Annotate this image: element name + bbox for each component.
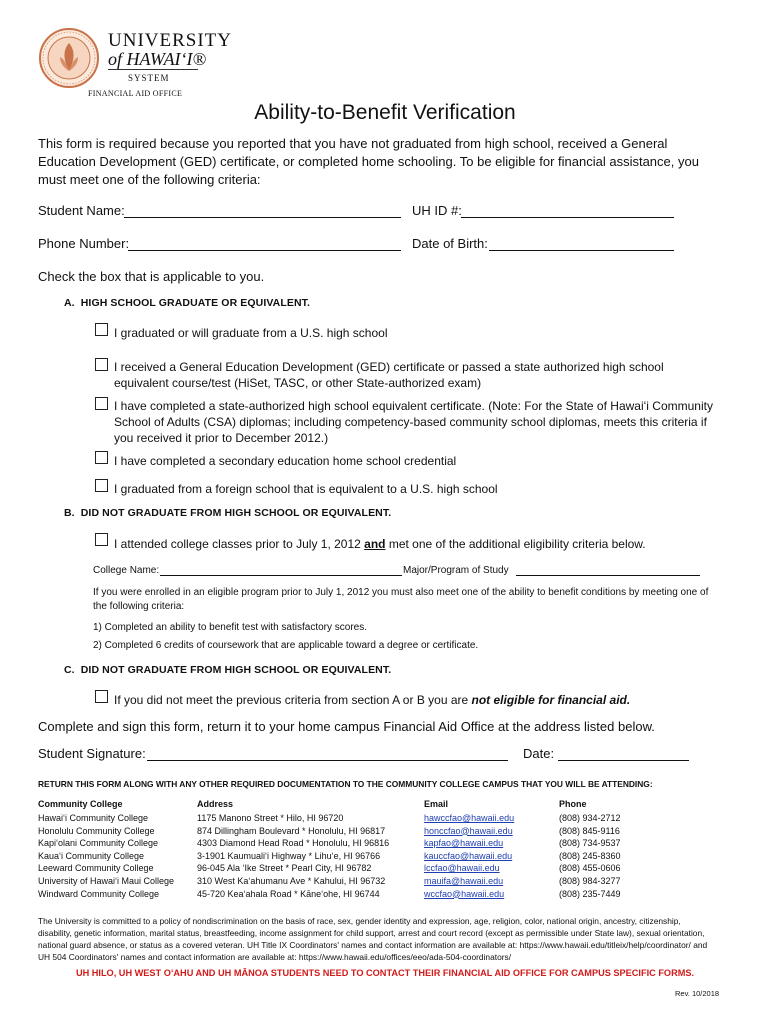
table-header-college: Community College — [38, 799, 123, 809]
option-a5-label: I graduated from a foreign school that is equivalent to a U.S. high school — [114, 482, 498, 496]
section-a-heading — [64, 297, 310, 309]
table-cell-phone: (808) 934-2712 — [559, 813, 621, 823]
logo-system: SYSTEM — [128, 73, 170, 83]
table-cell-college: Kauaʻi Community College — [38, 850, 145, 861]
college-name-label: College Name: — [93, 565, 160, 576]
table-cell-address: 45-720 Keaʻahala Road * Kāneʻohe, HI 96744 — [197, 888, 380, 899]
option-a5-checkbox[interactable] — [95, 479, 108, 492]
table-header-address: Address — [197, 799, 234, 809]
option-a2-checkbox[interactable] — [95, 358, 108, 371]
signature-date-label: Date: — [523, 746, 555, 761]
enrolled-note: If you were enrolled in an eligible program prior to July 1, 2012 you must also meet one of the ability to benefit conditions by meeting one of the following criteria: — [93, 587, 709, 612]
option-a1-checkbox[interactable] — [95, 323, 108, 336]
option-c1-emph: not eligible for financial aid. — [471, 693, 631, 707]
option-c1-text-pre: If you did not meet the previous criteria from section A or B you are — [114, 693, 472, 707]
dob-field[interactable] — [489, 250, 674, 251]
university-seal — [38, 27, 100, 89]
table-cell-phone: (808) 734-9537 — [559, 838, 621, 849]
section-b-heading — [64, 507, 391, 519]
section-b-letter: B. — [64, 507, 75, 519]
table-cell-email[interactable]: wccfao@hawaii.edu — [424, 888, 505, 899]
uh-id-field[interactable] — [461, 217, 674, 218]
table-cell-college: Hawaiʻi Community College — [38, 813, 149, 823]
intro-paragraph: This form is required because you reported that you have not graduated from high school, received a General Education Development (GED) certificate, or completed home schooling. To be eligible for financial assistance, you must meet one of the following criteria: — [38, 136, 699, 187]
table-cell-college: Windward Community College — [38, 888, 160, 899]
section-a-letter: A. — [64, 297, 75, 309]
option-b1-text-pre: I attended college classes prior to July 1, 2012 — [114, 537, 365, 551]
option-a2-label: I received a General Education Development (GED) certificate or passed a state authorized high school equivalent course/test (HiSet, TASC, or other State-authorized exam) — [114, 360, 664, 390]
dob-label: Date of Birth: — [412, 236, 488, 251]
section-c-letter: C. — [64, 664, 75, 676]
table-cell-address: 310 West Kaʻahumanu Ave * Kahului, HI 96732 — [197, 876, 386, 886]
table-cell-address: 4303 Diamond Head Road * Honolulu, HI 96816 — [197, 838, 390, 849]
criteria-2: 2) Completed 6 credits of coursework that are applicable toward a degree or certificate. — [93, 640, 479, 651]
option-b1-checkbox[interactable] — [95, 533, 108, 546]
criteria-1: 1) Completed an ability to benefit test with satisfactory scores. — [93, 622, 368, 633]
revision-label: Rev. 10/2018 — [675, 989, 720, 998]
section-b-title: DID NOT GRADUATE FROM HIGH SCHOOL OR EQUIVALENT. — [80, 507, 392, 519]
option-a1-label: I graduated or will graduate from a U.S. high school — [114, 326, 388, 340]
option-b1-label — [114, 536, 714, 552]
logo-divider — [108, 69, 198, 70]
signature-field[interactable] — [147, 760, 508, 761]
return-notice: RETURN THIS FORM ALONG WITH ANY OTHER REQUIRED DOCUMENTATION TO THE COMMUNITY COLLEGE CAMPUS THAT YOU WILL BE ATTENDING: — [38, 779, 653, 789]
section-a-title: HIGH SCHOOL GRADUATE OR EQUIVALENT. — [80, 297, 311, 309]
table-cell-email[interactable]: lccfao@hawaii.edu — [424, 863, 500, 874]
logo-university: UNIVERSITY — [108, 30, 232, 51]
table-cell-phone: (808) 455-0606 — [559, 863, 621, 874]
logo-financial-aid-office: FINANCIAL AID OFFICE — [88, 89, 183, 98]
option-b1-and: and — [364, 537, 386, 551]
student-name-label: Student Name: — [38, 203, 125, 218]
table-cell-email[interactable]: hawccfao@hawaii.edu — [424, 813, 515, 823]
table-cell-email[interactable]: mauifa@hawaii.edu — [424, 876, 504, 886]
option-a3-label: I have completed a state-authorized high school equivalent certificate. (Note: For the State of Hawaiʻi Community School of Adults (CSA) diplomas; including competency-based community school diplomas, meets this criteria if you received it prior to December 2012.) — [114, 399, 713, 445]
table-cell-phone: (808) 845-9116 — [559, 825, 620, 836]
table-cell-email[interactable]: honccfao@hawaii.edu — [424, 825, 513, 836]
signature-date-field[interactable] — [558, 760, 689, 761]
option-c1-label — [114, 692, 714, 708]
section-c-heading — [64, 664, 391, 676]
table-cell-address: 874 Dillingham Boulevard * Honolulu, HI 96817 — [197, 825, 386, 836]
student-name-field[interactable] — [124, 217, 401, 218]
table-cell-address: 96-045 Ala ʻIke Street * Pearl City, HI 96782 — [197, 863, 372, 874]
table-cell-address: 3-1901 Kaumualiʻi Highway * Lihuʻe, HI 96766 — [197, 850, 381, 861]
complete-sign-instruction: Complete and sign this form, return it to your home campus Financial Aid Office at the address listed below. — [38, 719, 655, 734]
table-cell-email[interactable]: kapfao@hawaii.edu — [424, 838, 504, 849]
table-cell-college: Honolulu Community College — [38, 825, 155, 836]
table-header-email: Email — [424, 799, 449, 809]
signature-label: Student Signature: — [38, 746, 146, 761]
option-c1-checkbox[interactable] — [95, 690, 108, 703]
uh-id-label: UH ID #: — [412, 203, 462, 218]
option-b1-text-post: met one of the additional eligibility criteria below. — [385, 537, 646, 551]
option-a4-checkbox[interactable] — [95, 451, 108, 464]
table-cell-email[interactable]: kauccfao@hawaii.edu — [424, 850, 513, 861]
section-c-title: DID NOT GRADUATE FROM HIGH SCHOOL OR EQUIVALENT. — [80, 664, 392, 676]
phone-label: Phone Number: — [38, 236, 130, 251]
table-cell-college: University of Hawaiʻi Maui College — [38, 876, 175, 886]
major-label: Major/Program of Study — [403, 565, 509, 576]
college-name-field[interactable] — [160, 575, 402, 576]
table-cell-college: Leeward Community College — [38, 863, 154, 874]
page-title: Ability-to-Benefit Verification — [254, 101, 516, 124]
logo-of-hawaii: of HAWAIʻI® — [108, 49, 207, 69]
table-header-phone: Phone — [559, 799, 587, 809]
check-instruction: Check the box that is applicable to you. — [38, 269, 265, 284]
nondiscrimination-statement: The University is committed to a policy of nondiscrimination on the basis of race, sex, gender identity and expression, age, religion, color, national origin, ancestry, citizenship, disability, genetic information, marital status, breastfeeding, income assignment for child support, arrest and court record (except as permissible under State law), sexual orientation, national guard absence, or status as a covered veteran. UH Title IX Coordinators' names and contact information are available at: https://www.hawaii.edu/titleix/help/coordinator/ and UH 504 Coordinators' names and contact information are available at: https://www.hawaii.edu/offices/eeo/ada-504-coordinators/ — [38, 916, 708, 962]
phone-field[interactable] — [128, 250, 401, 251]
table-cell-college: Kapiʻolani Community College — [38, 838, 159, 849]
option-a3-checkbox[interactable] — [95, 397, 108, 410]
option-a4-label: I have completed a secondary education home school credential — [114, 454, 457, 468]
campus-specific-notice: UH HILO, UH WEST OʻAHU AND UH MĀNOA STUDENTS NEED TO CONTACT THEIR FINANCIAL AID OFFICE FOR CAMPUS SPECIFIC FORMS. — [75, 968, 695, 978]
table-cell-phone: (808) 235-7449 — [559, 888, 621, 899]
table-cell-address: 1175 Manono Street * Hilo, HI 96720 — [197, 813, 344, 823]
major-field[interactable] — [516, 575, 700, 576]
table-cell-phone: (808) 984-3277 — [559, 876, 621, 886]
table-cell-phone: (808) 245-8360 — [559, 850, 621, 861]
